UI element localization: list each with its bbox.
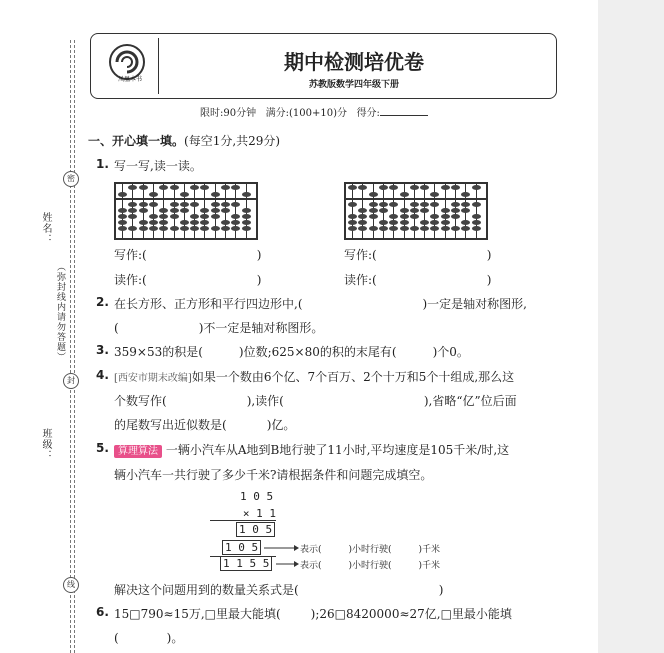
abacus-bead [231, 220, 240, 225]
abacus-bead [358, 220, 367, 225]
abacus-bead [400, 192, 409, 197]
abacus-bead [389, 214, 398, 219]
abacus-bead [242, 214, 251, 219]
abacus-right [344, 182, 488, 240]
abacus-bead [369, 226, 378, 231]
abacus-bead [221, 208, 230, 213]
abacus-bead [149, 214, 158, 219]
abacus-bead [400, 226, 409, 231]
abacus-bead [242, 192, 251, 197]
abacus-bead [159, 214, 168, 219]
abacus-bead [451, 214, 460, 219]
question-number: 2. [96, 295, 109, 309]
abacus-bead [389, 202, 398, 207]
source-tag: [西安市期末改编] [114, 373, 192, 384]
abacus-bead [190, 185, 199, 190]
abacus-bead [348, 202, 357, 207]
abacus-bead [211, 226, 220, 231]
abacus-bead [211, 202, 220, 207]
abacus-bead [420, 185, 429, 190]
question-number: 4. [96, 368, 109, 382]
abacus-bead [231, 214, 240, 219]
abacus-bead [118, 226, 127, 231]
abacus-bead [180, 220, 189, 225]
abacus-bead [379, 208, 388, 213]
seal-mark-dense: 密 [63, 171, 79, 187]
abacus-bead [200, 226, 209, 231]
abacus-bead [430, 202, 439, 207]
abacus-bead [472, 226, 481, 231]
q4-line1: [西安市期末改编]如果一个数由6个亿、7个百万、2个十万和5个十组成,那么这 [114, 370, 515, 384]
abacus-left [114, 182, 258, 240]
q6-line1: 15□790≈15万,□里最大能填( );26□8420000≈27亿,□里最小能填 [114, 607, 512, 621]
abacus-bead [190, 214, 199, 219]
abacus-bead [180, 208, 189, 213]
abacus-bead [461, 202, 470, 207]
seal-mark-seal: 封 [63, 373, 79, 389]
q1-write-right[interactable]: 写作:( ) [344, 248, 492, 262]
abacus-bead [358, 226, 367, 231]
abacus-bead [441, 226, 450, 231]
abacus-bead [149, 202, 158, 207]
abacus-bead [472, 220, 481, 225]
abacus-bead [170, 185, 179, 190]
abacus-bead [211, 208, 220, 213]
abacus-bead [139, 208, 148, 213]
abacus-bead [400, 220, 409, 225]
calc-row-2: × 1 1 [210, 507, 276, 521]
question-number: 5. [96, 441, 109, 455]
abacus-bead [451, 208, 460, 213]
abacus-bead [128, 202, 137, 207]
abacus-bead [369, 208, 378, 213]
abacus-bead [242, 220, 251, 225]
question-number: 1. [96, 157, 109, 171]
abacus-bead [410, 214, 419, 219]
abacus-bead [170, 202, 179, 207]
abacus-bead [369, 192, 378, 197]
abacus-bead [420, 220, 429, 225]
arrow-icon [264, 543, 300, 569]
abacus-bead [369, 202, 378, 207]
annotation-1: 表示( )小时行驶( )千米 [300, 545, 441, 555]
abacus-bead [180, 226, 189, 231]
q5-relation: 解决这个问题用到的数量关系式是( ) [114, 583, 444, 597]
seal-mark-line: 线 [63, 577, 79, 593]
title-header [90, 33, 557, 99]
abacus-bead [389, 226, 398, 231]
section-note: (每空1分,共29分) [184, 134, 281, 148]
abacus-bead [221, 202, 230, 207]
abacus-bead [379, 220, 388, 225]
abacus-bead [369, 214, 378, 219]
abacus-bead [159, 220, 168, 225]
seal-note: （弥封线内请勿答题） [55, 262, 65, 362]
abacus-bead [451, 226, 460, 231]
method-chip: 算理算法 [114, 445, 162, 458]
score-label: 得分: [356, 108, 380, 119]
seal-dashed-line [70, 40, 71, 653]
abacus-bead [242, 208, 251, 213]
abacus-bead [118, 220, 127, 225]
header-divider [158, 38, 159, 94]
abacus-bead [149, 192, 158, 197]
q1-text: 写一写,读一读。 [114, 159, 202, 173]
abacus-bead [410, 226, 419, 231]
abacus-bead [149, 226, 158, 231]
abacus-bead [358, 185, 367, 190]
calc-row-4: 1 0 5 [222, 541, 261, 554]
abacus-bead [200, 220, 209, 225]
q4-line3: 的尾数写出近似数是( )亿。 [114, 418, 296, 432]
question-number: 6. [96, 605, 109, 619]
name-label: 姓名： [40, 212, 51, 245]
abacus-bead [451, 185, 460, 190]
logo-text: 凤凰本书 [117, 76, 142, 83]
page-subtitle: 苏教版数学四年级下册 [308, 80, 399, 90]
abacus-bead [180, 192, 189, 197]
abacus-bead [420, 202, 429, 207]
abacus-bead [379, 226, 388, 231]
abacus-bead [451, 202, 460, 207]
seal-dashed-line-inner [74, 40, 75, 653]
abacus-bead [410, 208, 419, 213]
abacus-bead [170, 208, 179, 213]
abacus-bead [128, 226, 137, 231]
abacus-bead [211, 214, 220, 219]
abacus-bead [149, 220, 158, 225]
abacus-bead [410, 202, 419, 207]
abacus-bead [128, 185, 137, 190]
calc-row-1: 1 0 5 [240, 490, 274, 503]
abacus-bead [472, 202, 481, 207]
abacus-bead [211, 192, 220, 197]
abacus-bead [379, 202, 388, 207]
abacus-bead [170, 214, 179, 219]
abacus-bead [139, 202, 148, 207]
abacus-bead [159, 208, 168, 213]
abacus-bead [190, 202, 199, 207]
q2-line2: ( )不一定是轴对称图形。 [114, 321, 324, 335]
abacus-bead [430, 214, 439, 219]
abacus-bead [461, 208, 470, 213]
q2-line1: 在长方形、正方形和平行四边形中,( )一定是轴对称图形, [114, 297, 527, 311]
calc-row-5: 1 1 5 5 [220, 557, 272, 570]
publisher-logo-icon [103, 40, 155, 92]
abacus-bead [441, 220, 450, 225]
annotation-2: 表示( )小时行驶( )千米 [300, 561, 441, 571]
section-heading [88, 132, 280, 149]
abacus-bead [200, 214, 209, 219]
abacus-bead [389, 220, 398, 225]
abacus-bead [190, 220, 199, 225]
q1-read-left[interactable]: 读作:( ) [114, 273, 262, 287]
q4-line2: 个数写作( ),读作( ),省略“亿”位后面 [114, 394, 517, 408]
abacus-bead [358, 208, 367, 213]
abacus-bead [400, 214, 409, 219]
abacus-bead [200, 208, 209, 213]
abacus-bead [221, 185, 230, 190]
q6-line2: ( )。 [114, 631, 184, 645]
abacus-bead [231, 226, 240, 231]
full-score: 满分:(100+10)分 [265, 108, 348, 119]
class-label: 班级： [40, 428, 51, 461]
question-number: 3. [96, 343, 109, 357]
abacus-bead [348, 185, 357, 190]
abacus-bead [441, 185, 450, 190]
abacus-bead [461, 220, 470, 225]
page-title: 期中检测培优卷 [284, 50, 424, 74]
abacus-bead [461, 226, 470, 231]
abacus-bead [118, 192, 127, 197]
abacus-bead [348, 214, 357, 219]
q5-line1: 算理算法 一辆小汽车从A地到B地行驶了11小时,平均速度是105千米/时,这 [114, 441, 509, 458]
abacus-bead [379, 185, 388, 190]
abacus-bead [400, 208, 409, 213]
score-blank[interactable] [380, 115, 428, 116]
abacus-bead [348, 226, 357, 231]
time-limit: 限时:90分钟 [200, 108, 257, 119]
abacus-bead [118, 214, 127, 219]
abacus-bead [159, 226, 168, 231]
abacus-bead [221, 220, 230, 225]
abacus-bead [180, 202, 189, 207]
abacus-bead [231, 202, 240, 207]
abacus-bead [472, 214, 481, 219]
abacus-bead [441, 214, 450, 219]
abacus-bead [221, 226, 230, 231]
abacus-bead [139, 226, 148, 231]
abacus-bead [242, 226, 251, 231]
abacus-bead [430, 192, 439, 197]
q1-read-right[interactable]: 读作:( ) [344, 273, 492, 287]
exam-meta [200, 104, 428, 119]
abacus-bead [441, 208, 450, 213]
calc-row-3: 1 0 5 [236, 523, 275, 536]
abacus-bead [389, 185, 398, 190]
q1-write-left[interactable]: 写作:( ) [114, 248, 262, 262]
abacus-bead [231, 185, 240, 190]
abacus-bead [420, 208, 429, 213]
abacus-bead [128, 208, 137, 213]
abacus-bead [159, 185, 168, 190]
abacus-bead [410, 185, 419, 190]
abacus-bead [430, 220, 439, 225]
abacus-bead [170, 226, 179, 231]
abacus-bead [139, 220, 148, 225]
q3-text: 359×53的积是( )位数;625×80的积的末尾有( )个0。 [114, 345, 469, 359]
abacus-bead [461, 192, 470, 197]
abacus-bead [200, 185, 209, 190]
abacus-bead [430, 226, 439, 231]
abacus-bead [420, 226, 429, 231]
abacus-bead [128, 214, 137, 219]
section-title: 一、开心填一填。 [88, 134, 185, 148]
abacus-bead [118, 208, 127, 213]
abacus-bead [190, 226, 199, 231]
q5-line2: 辆小汽车一共行驶了多少千米?请根据条件和问题完成填空。 [114, 468, 433, 482]
abacus-bead [472, 185, 481, 190]
viewer-gutter [598, 0, 664, 653]
abacus-bead [139, 185, 148, 190]
abacus-bead [358, 214, 367, 219]
abacus-bead [348, 220, 357, 225]
